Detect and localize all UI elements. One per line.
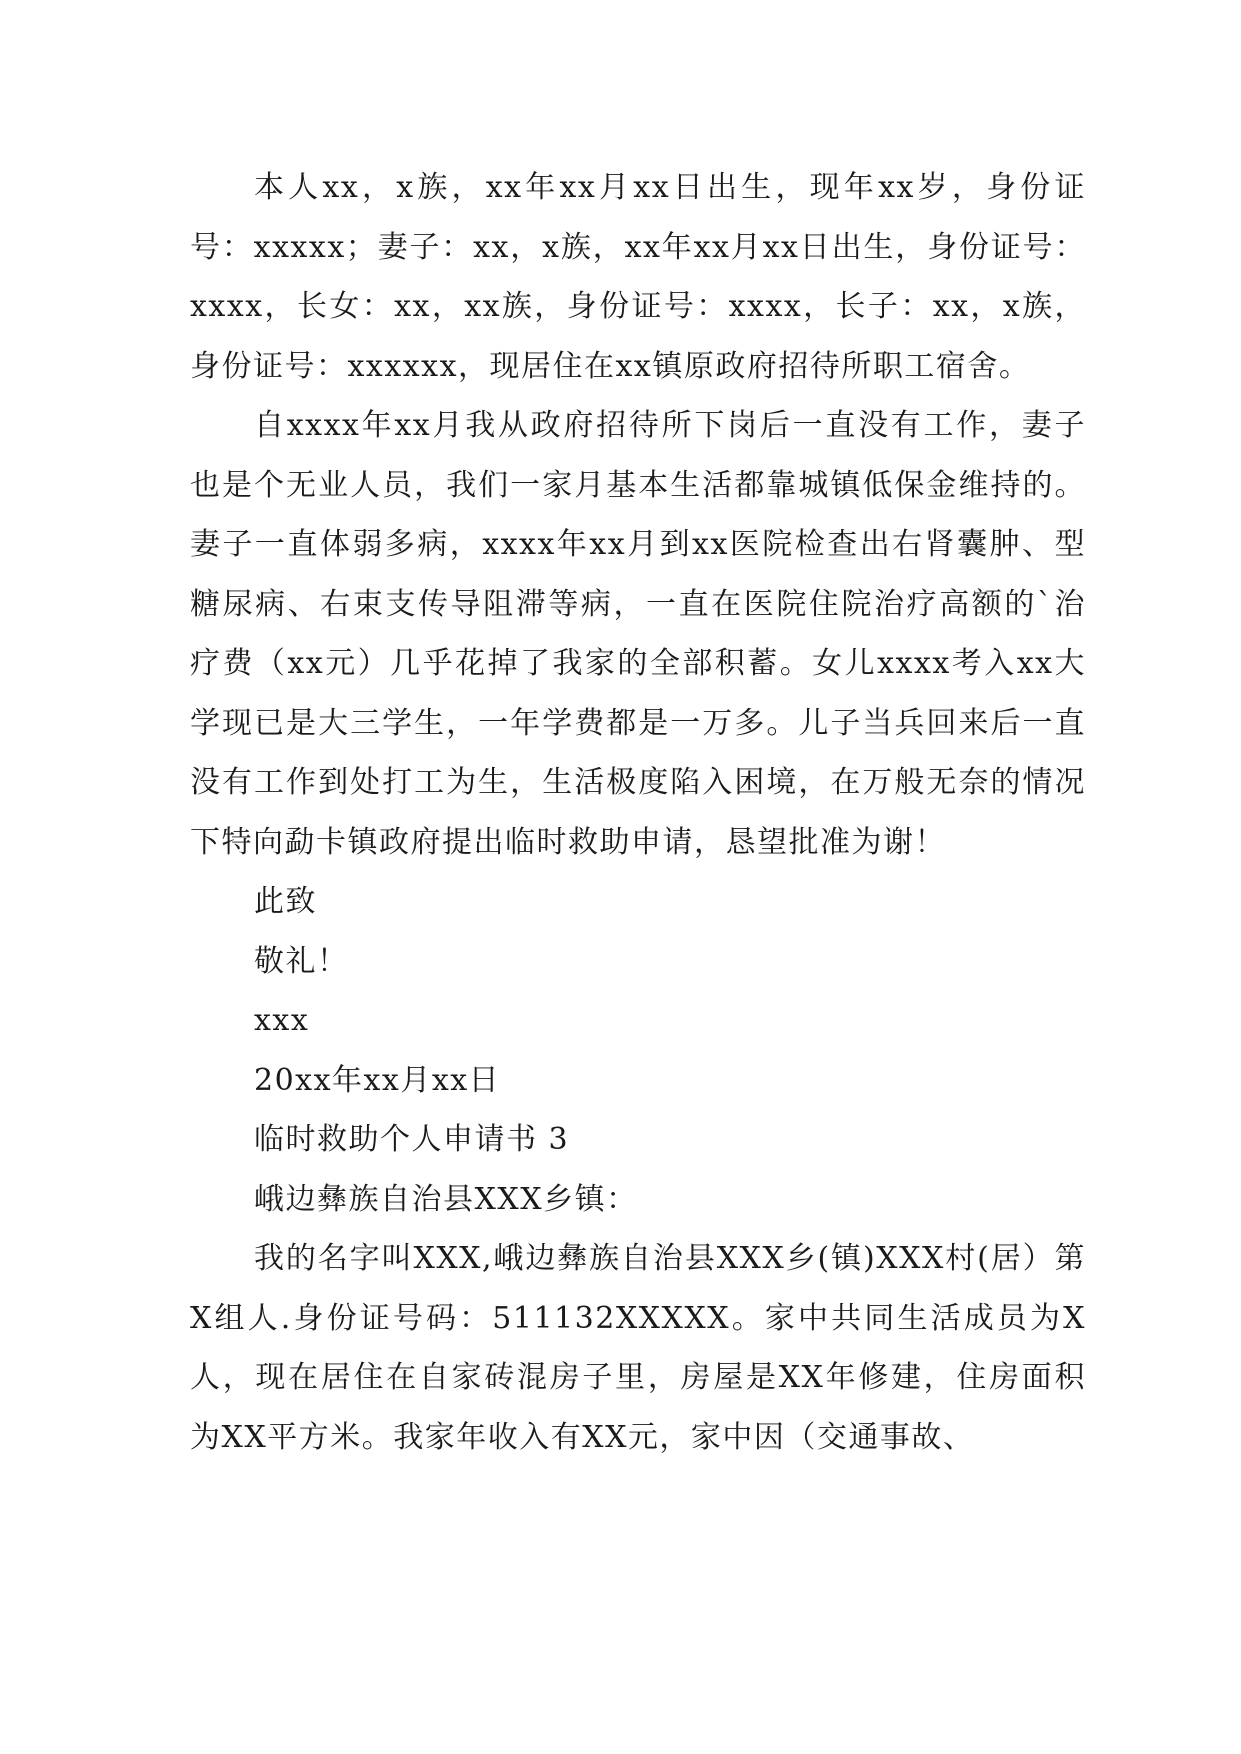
letter-title: 临时救助个人申请书 3 [254,1122,570,1157]
respect-closing: 敬礼！ [254,943,349,979]
paragraph-hardship: 自xxxx年xx月我从政府招待所下岗后一直没有工作，妻子也是个无业人员，我们一家月基本生活都靠城镇低保金维持的。妻子一直体弱多病，xxxx年xx月到xx医院检查出右肾囊肿、型糖尿病、右束支传导阻滞等病，一直在医院住院治疗高额的`治疗费（xx元）几乎花掉了我家的全部积蓄。女儿xxxx考入xx大学现已是大三学生，一年学费都是一万多。儿子当兵回来后一直没有工作到处打工为生，生活极度陷入困境，在万般无奈的情况下特向勐卡镇政府提出临时救助申请，恳望批准为谢！ [190,408,1086,860]
salutation: 此致 [254,884,317,919]
paragraph-applicant-info: 我的名字叫XXX,峨边彝族自治县XXX乡(镇)XXX村(居）第X组人.身份证号码：511132XXXXX。家中共同生活成员为X人，现在居住在自家砖混房子里，房屋是XX年修建，住房面积为XX平方米。我家年收入有XX元，家中因（交通事故、 [190,1241,1086,1455]
signature: xxx [254,1003,310,1038]
paragraph-personal-info: 本人xx，x族，xx年xx月xx日出生，现年xx岁，身份证号：xxxxx；妻子：xx，x族，xx年xx月xx日出生，身份证号：xxxx，长女：xx，xx族，身份证号：xxxx，长子：xx，x族，身份证号：xxxxxx，现居住在xx镇原政府招待所职工宿舍。 [190,170,1086,384]
addressee: 峨边彝族自治县XXX乡镇： [254,1181,638,1217]
document-body [190,158,1086,1467]
date: 20xx年xx月xx日 [254,1062,501,1098]
